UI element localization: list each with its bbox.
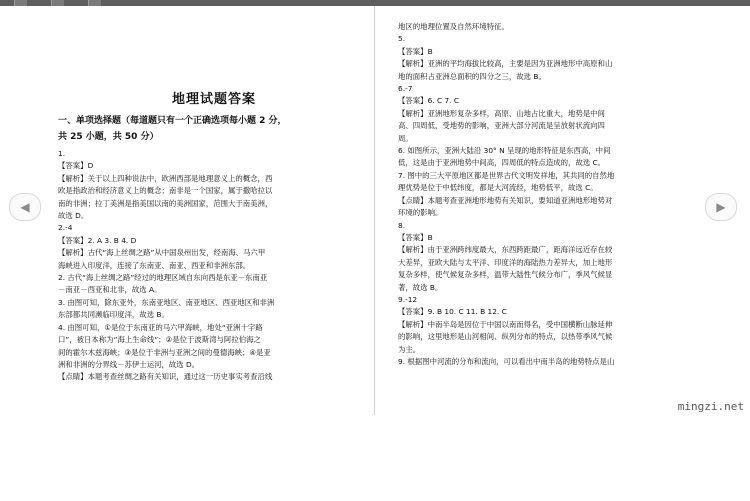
text-line: 【解析】关于以上四种说法中，欧洲西部是地理意义上的概念，西 <box>58 173 273 183</box>
text-line: 故选 D。 <box>58 211 89 221</box>
text-line: 【点睛】本题考查亚洲地形地势有关知识，要知道亚洲地形地势对 <box>398 195 613 205</box>
text-line: 周。 <box>398 133 413 143</box>
left-page-text <box>58 148 370 384</box>
text-line: 6.-7 <box>398 84 413 94</box>
text-line: 【答案】D <box>58 161 94 171</box>
text-line: 高、四周低，受地势的影响，亚洲大部分河流是呈放射状流向四 <box>398 121 605 131</box>
toolbar-prev-button[interactable] <box>14 0 27 6</box>
text-line: 南的非洲；拉丁美洲是指美国以南的美洲国家，范围大于南美洲， <box>58 198 273 208</box>
text-line: 5. <box>398 34 406 44</box>
text-line: 大差异，亚欧大陆与太平洋、印度洋的海陆热力差异大，加上地形 <box>398 257 613 267</box>
document-title: 地理试题答案 <box>171 92 256 107</box>
text-line: 1. <box>58 149 66 158</box>
chevron-right-icon: ▶ <box>716 200 726 214</box>
document-spread <box>50 6 700 415</box>
text-line: 间的霍尔木兹海峡；③是位于非洲与亚洲之间的曼德海峡；④是亚 <box>58 347 271 357</box>
site-watermark: mingzi.net <box>677 400 744 413</box>
text-line: 【解析】亚洲地形复杂多样，高原、山地占比重大，地势是中间 <box>398 108 605 118</box>
text-line: 理优势是位于中低纬度，都是大河流经，地势低平，故选 C。 <box>398 183 598 193</box>
text-line: 洲和非洲的分界线－苏伊士运河，故选 D。 <box>58 359 200 369</box>
text-line: 7. 图中的三大平原地区都是世界古代文明发祥地，其共同的自然地 <box>398 170 615 180</box>
text-line: 低，这是由于亚洲地势中间高，四周低的特点造成的，故选 C。 <box>398 158 606 168</box>
text-line: 2.-4 <box>58 223 73 233</box>
text-line: 【答案】2. A 3. B 4. D <box>58 235 137 245</box>
text-line: 【点睛】本题考查丝绸之路有关知识，通过这一历史事实考查沿线 <box>58 372 273 382</box>
prev-page-button[interactable] <box>9 193 41 221</box>
next-page-button[interactable] <box>705 193 737 221</box>
text-line: 【解析】古代“海上丝绸之路”从中国泉州出发，经南海、马六甲 <box>58 248 266 258</box>
text-line: 东部都共同濒临印度洋，故选 B。 <box>58 310 169 320</box>
text-line: 复杂多样，使气候复杂多样，温带大陆性气候分布广，季风气候显 <box>398 270 613 280</box>
section-heading-2: 共 25 小题，共 50 分） <box>58 132 159 142</box>
text-line: 9.-12 <box>398 294 418 304</box>
text-line: 地的面积占亚洲总面积的四分之三，故选 B。 <box>398 71 546 81</box>
text-line: 【答案】6. C 7. C <box>398 96 460 106</box>
text-line: 3. 由图可知，除东亚外，东南亚地区、南亚地区、西亚地区和非洲 <box>58 297 275 307</box>
text-line: 【答案】B <box>398 46 433 56</box>
page-divider <box>374 6 375 415</box>
text-line: 6. 如图所示，亚洲大陆沿 30° N 呈现的地形特征是东西高，中间 <box>398 146 611 156</box>
text-line: 【解析】由于亚洲跨纬度最大，东西跨距最广，距海洋远近存在较 <box>398 245 613 255</box>
text-line: 8. <box>398 220 406 230</box>
page-right <box>398 6 706 430</box>
text-line: 著，故选 B。 <box>398 282 443 292</box>
page-left <box>58 6 370 501</box>
text-line: 海峡进入印度洋，连接了东南亚、南亚、西亚和非洲东部。 <box>58 260 251 270</box>
text-line: 环境的影响。 <box>398 208 443 218</box>
text-line: 【解析】亚洲的平均海拔比较高，主要是因为亚洲地形中高原和山 <box>398 59 613 69</box>
text-line: 【答案】B <box>398 232 433 242</box>
text-line: 2. 古代“海上丝绸之路”经过的地理区域自东向西是东亚－东南亚 <box>58 273 268 283</box>
section-heading: 一、单项选择题（每道题只有一个正确选项每小题 2 分， <box>58 116 287 126</box>
text-line: 4. 由图可知，①是位于东南亚的马六甲海峡，地处“亚洲十字路 <box>58 322 263 332</box>
text-line: 的影响，这里地形是山河相间、纵列分布的特点，以热带季风气候 <box>398 332 613 342</box>
text-line: 9. 根据图中河流的分布和流向，可以看出中南半岛的地势特点是山 <box>398 356 615 366</box>
right-page-text <box>398 21 706 368</box>
text-line: 地区的地理位置及自然环境特征。 <box>398 22 509 31</box>
text-line: 【解析】中南半岛是因位于中国以南而得名，受中国横断山脉延伸 <box>398 319 613 329</box>
text-line: 欧是指政治和经济意义上的概念；南非是一个国家，属于撒哈拉以 <box>58 186 273 196</box>
chevron-left-icon: ◀ <box>20 200 30 214</box>
text-line: －南亚－西亚和北非，故选 A。 <box>58 285 162 295</box>
text-line: 口”，被日本称为“海上生命线”；②是位于波斯湾与阿拉伯海之 <box>58 335 261 345</box>
text-line: 【答案】9. B 10. C 11. B 12. C <box>398 307 507 317</box>
text-line: 为主。 <box>398 344 421 354</box>
